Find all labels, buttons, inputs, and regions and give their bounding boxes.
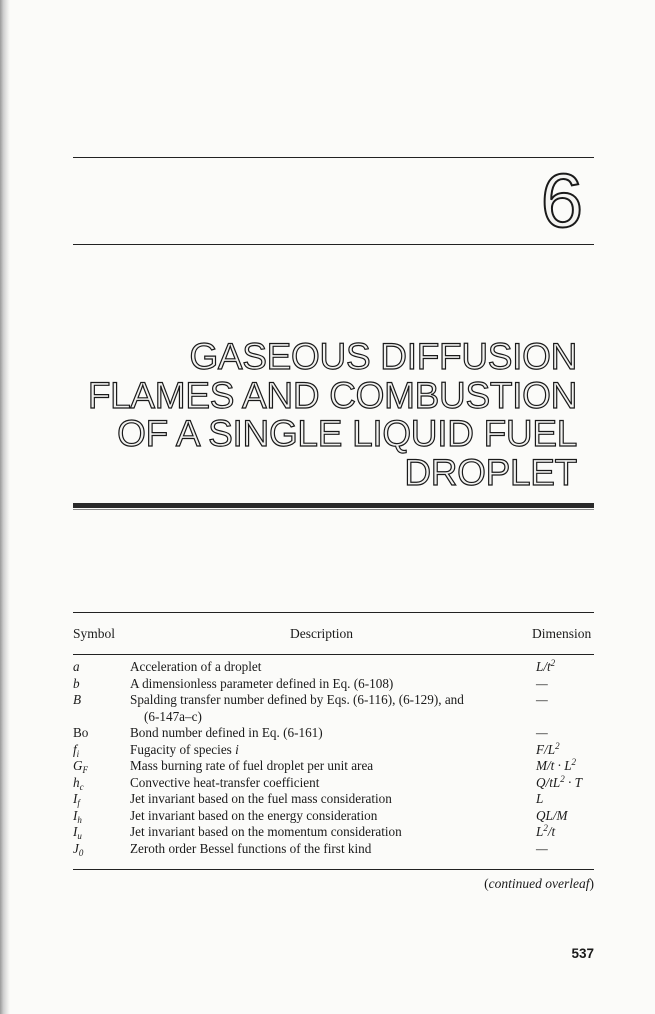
row-description: Mass burning rate of fuel droplet per unit area xyxy=(130,758,374,773)
page-number: 537 xyxy=(571,946,594,961)
row-description: Fugacity of species i xyxy=(130,741,239,757)
row-description: Jet invariant based on the momentum consideration xyxy=(130,824,402,839)
table-row xyxy=(73,808,598,825)
chapter-title-line-2: FLAMES AND COMBUSTION xyxy=(87,374,577,416)
chapter-title-line-1: GASEOUS DIFFUSION xyxy=(189,336,577,377)
chapter-number: 6 xyxy=(540,159,583,244)
table-row xyxy=(73,676,598,693)
row-symbol: Bo xyxy=(73,725,89,740)
row-symbol: $f_i$ xyxy=(73,741,80,759)
header-symbol: Symbol xyxy=(73,626,116,641)
row-symbol: a xyxy=(73,659,80,674)
row-description: Jet invariant based on the fuel mass consideration xyxy=(130,791,392,806)
row-dimension: QL/M xyxy=(536,807,568,823)
row-description: Acceleration of a droplet xyxy=(130,659,262,674)
row-description: Convective heat-transfer coefficient xyxy=(130,774,320,790)
top-rule xyxy=(73,157,594,158)
table-row xyxy=(73,758,598,775)
table-row xyxy=(73,791,598,808)
row-symbol: $G_F$ xyxy=(73,758,89,775)
row-description-continued: (6-147a–c) xyxy=(144,708,202,724)
binding-shadow xyxy=(0,0,10,1014)
table-row xyxy=(73,742,598,759)
chapter-title-line-4: DROPLET xyxy=(404,451,577,493)
row-symbol: $I_f$ xyxy=(73,791,80,808)
chapter-title xyxy=(88,338,577,492)
row-dimension: — xyxy=(536,675,548,691)
row-dimension: $M/t \cdot L^2$ xyxy=(536,757,577,773)
header-dimension: Dimension xyxy=(532,626,592,641)
row-symbol: $I_h$ xyxy=(73,807,82,825)
row-dimension: $L^2/t$ xyxy=(536,823,556,839)
row-description: Bond number defined in Eq. (6-161) xyxy=(130,725,323,740)
table-row xyxy=(73,841,598,858)
table-bottom-rule xyxy=(73,869,594,870)
table-row xyxy=(73,659,598,676)
row-dimension: $F/L^2$ xyxy=(536,740,560,757)
row-symbol: b xyxy=(73,675,80,691)
row-dimension: $Q/tL^2 \cdot T$ xyxy=(536,773,582,790)
row-dimension: — xyxy=(536,692,548,707)
header-description: Description xyxy=(290,626,353,641)
continued-note: (continued overleaf) xyxy=(484,876,594,891)
row-description: Zeroth order Bessel functions of the first kind xyxy=(130,840,372,856)
title-thin-rule xyxy=(73,509,594,510)
chapter-number-rule xyxy=(73,244,594,245)
row-symbol: B xyxy=(73,692,82,707)
chapter-title-line-3: OF A SINGLE LIQUID FUEL xyxy=(117,413,577,454)
row-symbol: $J_0$ xyxy=(73,840,84,858)
nomenclature-table xyxy=(73,659,598,857)
table-row xyxy=(73,725,598,742)
table-header-rule xyxy=(73,654,594,655)
title-thick-rule xyxy=(73,503,594,508)
table-row xyxy=(73,775,598,792)
row-description: Spalding transfer number defined by Eqs. (6-116), (6-129), and xyxy=(130,692,464,707)
row-dimension: $L/t^2$ xyxy=(536,658,556,674)
table-row xyxy=(73,824,598,841)
row-symbol: $I_u$ xyxy=(73,824,82,841)
table-top-rule xyxy=(73,612,594,613)
table-row xyxy=(73,692,598,725)
row-description: Jet invariant based on the energy consideration xyxy=(130,807,378,823)
row-dimension: — xyxy=(536,725,548,740)
row-description: A dimensionless parameter defined in Eq. (6-108) xyxy=(130,675,394,691)
row-dimension: — xyxy=(536,840,548,856)
row-dimension: L xyxy=(536,791,544,806)
row-symbol: $h_c$ xyxy=(73,774,84,792)
